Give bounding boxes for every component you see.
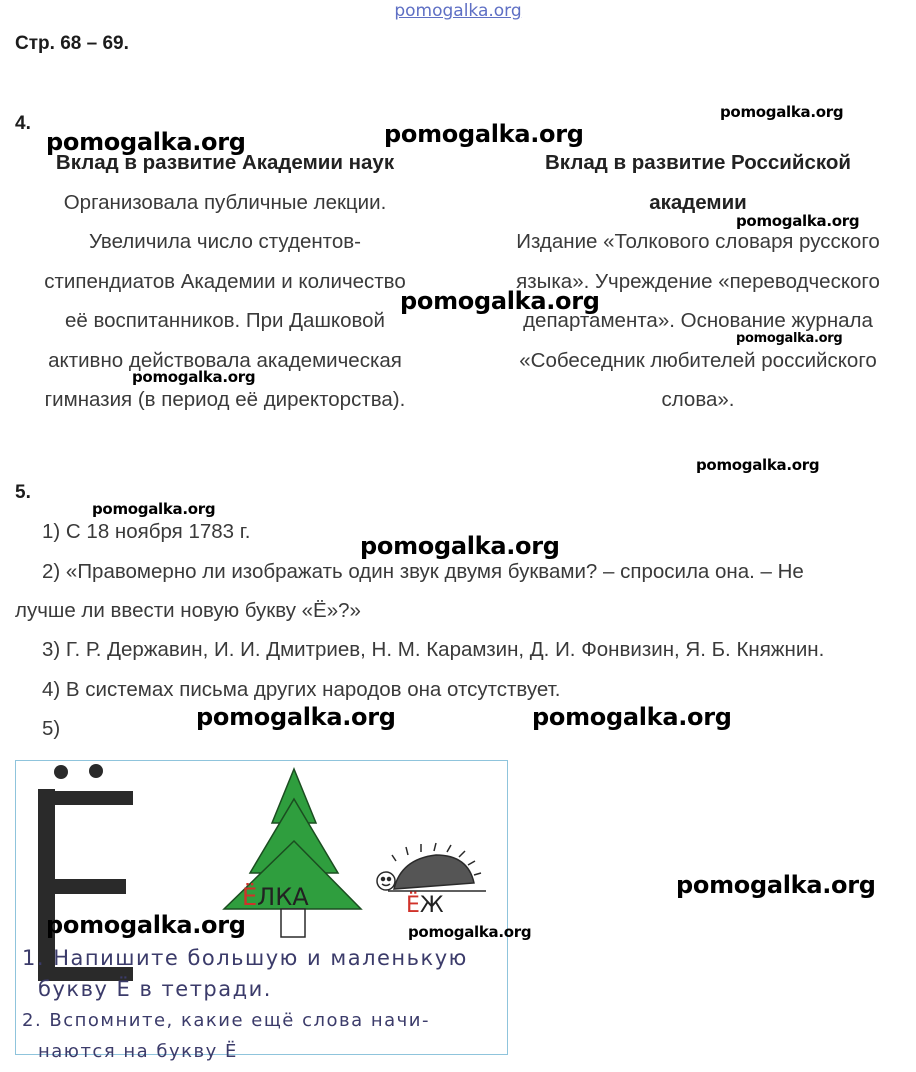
answer-1: 1) С 18 ноября 1783 г. <box>42 520 251 543</box>
right-line: языка». Учреждение «переводческого <box>516 269 880 293</box>
watermark: pomogalka.org <box>736 212 860 230</box>
left-line: активно действовала академическая <box>48 348 402 372</box>
red-letter: Ё <box>406 893 420 918</box>
handwritten-line: букву Ё в тетради. <box>38 977 272 1001</box>
word-yozh-rest: Ж <box>419 893 444 918</box>
handdrawn-card <box>15 760 508 1062</box>
handwritten-line: наются на букву Ё <box>38 1041 238 1062</box>
watermark: pomogalka.org <box>384 120 584 148</box>
site-link[interactable]: pomogalka.org <box>394 1 522 21</box>
right-line: департамента». Основание журнала <box>523 309 873 332</box>
answer-5: 5) <box>42 717 61 740</box>
left-line: её воспитанников. При Дашковой <box>64 309 386 332</box>
handwritten-line: 2. Вспомните, какие ещё слова начи- <box>22 1010 430 1031</box>
left-line: гимназия (в период её директорства). <box>44 388 406 411</box>
watermark: pomogalka.org <box>736 331 843 346</box>
page-reference: Стр. 68 – 69. <box>15 33 129 54</box>
left-line: Организовала публичные лекции. <box>63 190 387 214</box>
left-line: стипендиатов Академии и количество <box>44 269 406 293</box>
word-yolka <box>242 883 309 911</box>
left-column-title: Вклад в развитие Академии наук <box>55 151 395 174</box>
handwritten-tasks <box>22 943 468 1067</box>
handwritten-line: 1. Напишите большую и маленькую <box>22 946 468 970</box>
right-line: «Собеседник любителей российского <box>519 348 877 372</box>
answer-2-cont: лучше ли ввести новую букву «Ё»?» <box>15 599 361 622</box>
watermark: pomogalka.org <box>46 128 246 156</box>
watermark: pomogalka.org <box>132 368 256 386</box>
answer-4: 4) В системах письма других народов она отсутствует. <box>42 678 561 701</box>
task-4-number: 4. <box>15 113 31 134</box>
watermark: pomogalka.org <box>46 911 246 939</box>
word-yozh <box>406 893 444 918</box>
answer-3: 3) Г. Р. Державин, И. И. Дмитриев, Н. М. Карамзин, Д. И. Фонвизин, Я. Б. Княжнин. <box>42 638 825 661</box>
watermark: pomogalka.org <box>360 532 560 560</box>
right-line: Издание «Толкового словаря русского <box>516 230 880 253</box>
task-5-number: 5. <box>15 482 31 503</box>
left-line: Увеличила число студентов- <box>89 230 361 253</box>
watermark: pomogalka.org <box>676 871 876 899</box>
hedgehog-drawing <box>377 843 486 891</box>
right-column-title-cont: академии <box>649 190 747 214</box>
task-4-right-column <box>480 143 916 420</box>
right-column-title: Вклад в развитие Российской <box>545 151 851 174</box>
watermark: pomogalka.org <box>720 103 844 121</box>
answer-2: 2) «Правомерно ли изображать один звук двумя буквами? – спросила она. – Не <box>42 560 804 583</box>
watermark: pomogalka.org <box>92 500 216 518</box>
red-letter: Ё <box>242 883 258 911</box>
watermark: pomogalka.org <box>696 456 820 474</box>
right-line: слова». <box>661 388 735 411</box>
word-yolka-rest: ЛКА <box>257 883 309 911</box>
watermark: pomogalka.org <box>196 703 396 731</box>
watermark: pomogalka.org <box>400 287 600 315</box>
watermark: pomogalka.org <box>408 923 532 941</box>
watermark: pomogalka.org <box>532 703 732 731</box>
